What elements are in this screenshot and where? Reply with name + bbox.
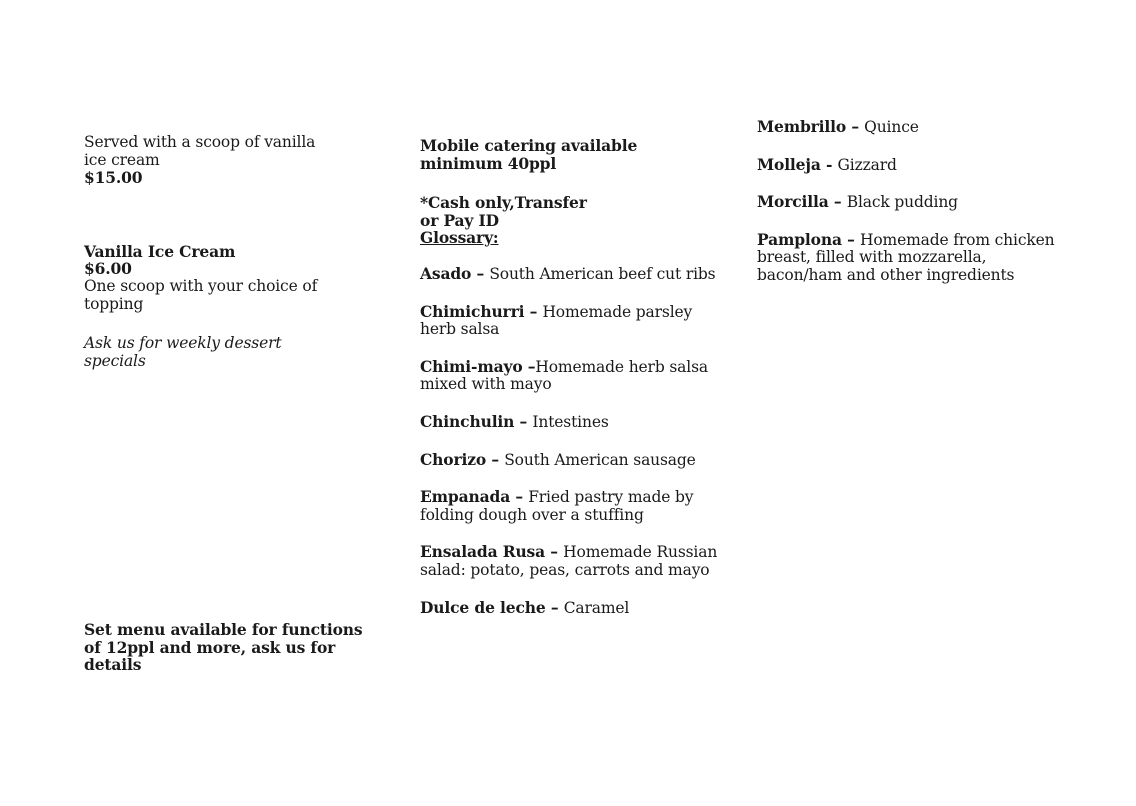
payment-note-line-1: *Cash only,Transfer — [420, 193, 587, 213]
glossary-entry — [420, 451, 720, 470]
payment-note — [420, 194, 720, 247]
glossary-term: Molleja — [757, 154, 821, 174]
glossary-entry — [757, 118, 1057, 137]
glossary-separator: – — [841, 229, 860, 249]
glossary-separator: – — [486, 449, 505, 469]
spacer — [84, 187, 384, 243]
glossary-term: Dulce de leche — [420, 597, 546, 617]
glossary-separator: – — [828, 192, 847, 212]
glossary-term: Chorizo — [420, 449, 487, 469]
dessert-price: $15.00 — [84, 168, 143, 188]
vanilla-ice-cream-item — [84, 243, 384, 313]
glossary-definition: Homemade herb salsa mixed with mayo — [420, 357, 708, 394]
glossary-separator: – — [471, 263, 490, 283]
glossary-entry — [420, 488, 720, 524]
vanilla-ice-cream-name: Vanilla Ice Cream — [84, 241, 236, 261]
glossary-definition: Intestines — [532, 412, 609, 431]
mobile-catering-line-1: Mobile catering available — [420, 136, 638, 155]
glossary-separator: – — [524, 301, 543, 321]
mobile-catering-note — [420, 137, 720, 172]
glossary-term: Chimi-mayo — [420, 356, 523, 376]
glossary-entry — [757, 231, 1057, 285]
glossary-separator: – — [846, 117, 865, 136]
column-one — [84, 134, 384, 370]
glossary-definition: South American beef cut ribs — [489, 264, 716, 283]
glossary-term: Chinchulin — [420, 411, 515, 431]
set-menu-line-3: details — [84, 655, 142, 675]
glossary-separator: – — [514, 411, 533, 431]
glossary-term: Asado — [420, 263, 472, 283]
glossary-definition: South American sausage — [504, 450, 696, 469]
glossary-term: Empanada — [420, 487, 511, 507]
set-menu-line-2: of 12ppl and more, ask us for — [84, 637, 336, 657]
vanilla-ice-cream-description-line-1: One scoop with your choice of — [84, 276, 318, 295]
glossary-entry — [420, 413, 720, 432]
dessert-description — [84, 134, 384, 187]
glossary-list-column-three — [757, 118, 1057, 285]
glossary-separator: – — [522, 356, 536, 376]
glossary-separator: - — [820, 154, 838, 174]
glossary-entry — [420, 599, 720, 618]
vanilla-ice-cream-description-line-2: topping — [84, 294, 144, 313]
glossary-definition: Fried pastry made by folding dough over a stuffing — [420, 488, 694, 524]
glossary-separator: – — [510, 487, 529, 507]
glossary-entry — [757, 193, 1057, 212]
column-three — [757, 118, 1057, 304]
glossary-definition: Homemade parsley herb salsa — [420, 302, 693, 339]
spacer — [420, 247, 720, 265]
spacer — [420, 172, 720, 194]
glossary-entry — [420, 303, 720, 339]
mobile-catering-line-2: minimum 40ppl — [420, 153, 557, 173]
glossary-entry — [420, 265, 720, 284]
set-menu-line-1: Set menu available for functions — [84, 620, 363, 639]
glossary-term: Chimichurri — [420, 301, 525, 321]
glossary-term: Pamplona — [757, 229, 842, 249]
glossary-term: Ensalada Rusa — [420, 542, 546, 562]
glossary-heading: Glossary: — [420, 228, 499, 248]
glossary-definition: Gizzard — [837, 155, 897, 174]
glossary-definition: Quince — [864, 118, 919, 136]
glossary-separator: – — [545, 597, 564, 617]
payment-note-line-2: or Pay ID — [420, 210, 499, 230]
glossary-definition: Homemade Russian salad: potato, peas, carrots and mayo — [420, 543, 718, 579]
glossary-definition: Black pudding — [846, 193, 958, 212]
dessert-description-line-2: ice cream — [84, 150, 160, 169]
glossary-entry — [420, 543, 720, 579]
glossary-definition: Homemade from chicken breast, filled with mozzarella, bacon/ham and other ingredients — [757, 230, 1055, 284]
weekly-specials-note — [84, 335, 384, 370]
glossary-entry — [420, 358, 720, 394]
glossary-term: Morcilla — [757, 192, 829, 212]
glossary-definition: Caramel — [563, 598, 630, 617]
glossary-list-column-two — [420, 265, 720, 617]
column-two — [420, 137, 720, 636]
set-menu-note — [84, 621, 384, 674]
vanilla-ice-cream-price: $6.00 — [84, 259, 132, 279]
dessert-description-line-1: Served with a scoop of vanilla — [84, 133, 316, 151]
weekly-specials-line-2: specials — [84, 351, 146, 370]
spacer — [84, 313, 384, 335]
glossary-term: Membrillo — [757, 117, 847, 136]
glossary-separator: – — [545, 542, 564, 562]
glossary-entry — [757, 156, 1057, 175]
weekly-specials-line-1: Ask us for weekly dessert — [84, 334, 282, 353]
